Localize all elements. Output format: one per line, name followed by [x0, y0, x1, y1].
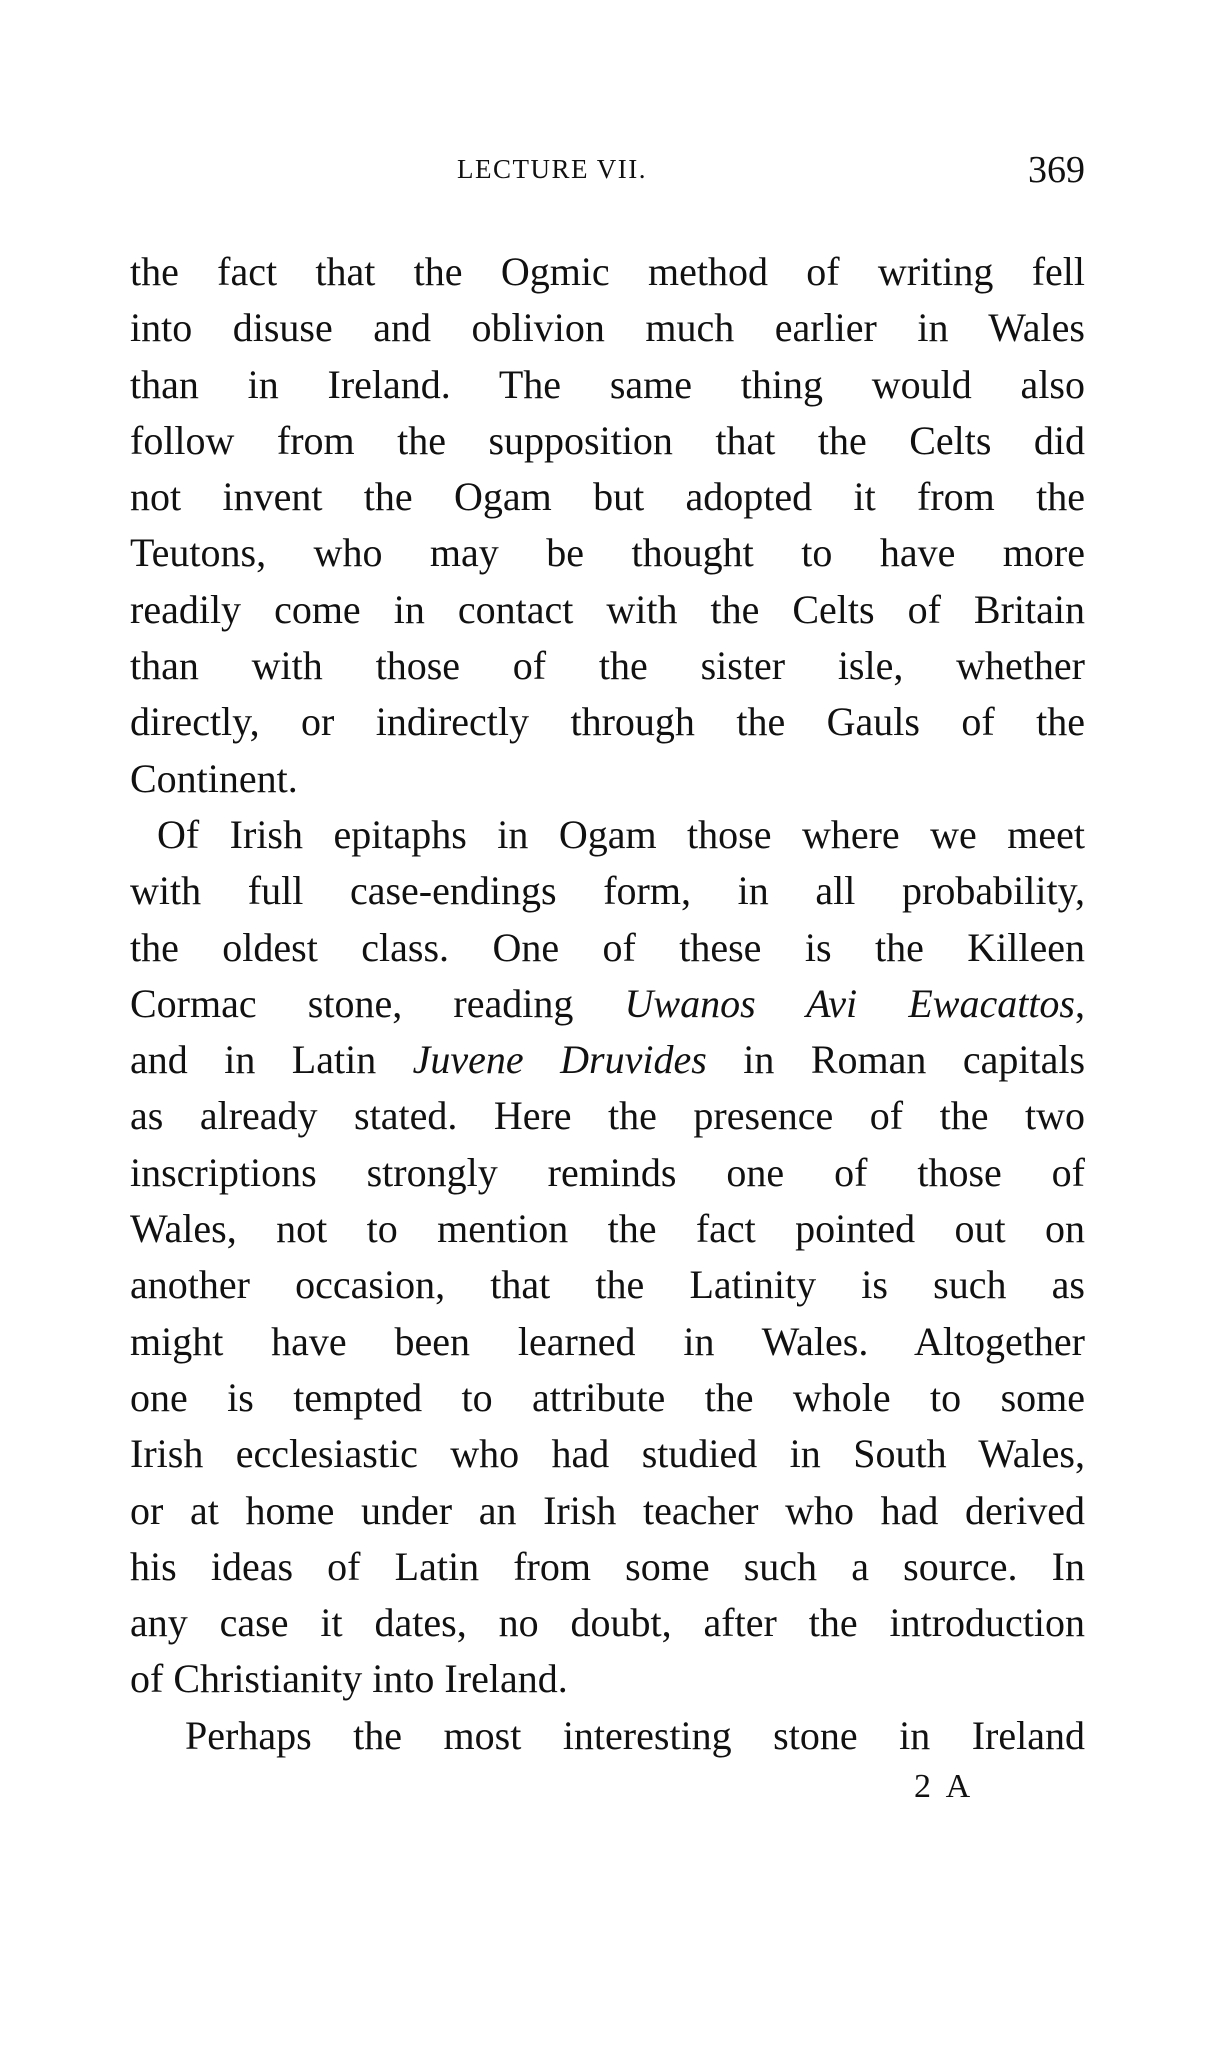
text-segment: ,: [1075, 980, 1085, 1026]
text-segment: readily come in contact with the Celts of Britain: [130, 586, 1085, 632]
text-line: [130, 1370, 1085, 1426]
text-line: [130, 357, 1085, 413]
text-segment: than with those of the sister isle, whether: [130, 643, 1085, 689]
text-line: [130, 807, 1085, 863]
text-line: [130, 244, 1085, 300]
text-line: [130, 1257, 1085, 1313]
text-segment: another occasion, that the Latinity is such as: [130, 1262, 1085, 1308]
text-line: [130, 1145, 1085, 1201]
text-segment: Irish ecclesiastic who had studied in South Wales,: [130, 1431, 1085, 1477]
text-segment: into disuse and oblivion much earlier in Wales: [130, 305, 1085, 351]
text-line: [130, 1708, 1085, 1764]
italic-text: Uwanos Avi Ewacattos: [624, 980, 1075, 1026]
text-segment: might have been learned in Wales. Altogether: [130, 1318, 1085, 1364]
text-line: [130, 751, 1085, 807]
text-segment: Of Irish epitaphs in Ogam those where we meet: [157, 811, 1085, 857]
text-segment: than in Ireland. The same thing would also: [130, 361, 1085, 407]
text-line: [130, 300, 1085, 356]
text-segment: his ideas of Latin from some such a source. In: [130, 1543, 1085, 1589]
text-line: [130, 1651, 1085, 1707]
text-line: [130, 1539, 1085, 1595]
text-line: [130, 1314, 1085, 1370]
text-line: [130, 469, 1085, 525]
text-segment: Perhaps the most interesting stone in Ireland: [185, 1712, 1085, 1758]
text-line: [130, 582, 1085, 638]
text-segment: the oldest class. One of these is the Killeen: [130, 924, 1085, 970]
text-line: [130, 1032, 1085, 1088]
page-number: 369: [1028, 149, 1085, 191]
text-line: [130, 1088, 1085, 1144]
text-line: [130, 694, 1085, 750]
text-segment: Teutons, who may be thought to have more: [130, 530, 1085, 576]
text-segment: Cormac stone, reading: [130, 980, 625, 1026]
text-line: [130, 525, 1085, 581]
text-segment: or at home under an Irish teacher who had derived: [130, 1487, 1085, 1533]
text-line: [130, 920, 1085, 976]
signature-mark: 2 A: [914, 1768, 975, 1805]
page-header: [130, 148, 1085, 194]
text-line: [130, 1595, 1085, 1651]
text-segment: in Roman capitals: [706, 1037, 1086, 1083]
text-segment: not invent the Ogam but adopted it from the: [130, 474, 1085, 520]
text-segment: any case it dates, no doubt, after the introduction: [130, 1600, 1085, 1646]
text-segment: inscriptions strongly reminds one of those of: [130, 1149, 1085, 1195]
running-head: LECTURE VII.: [457, 154, 647, 184]
text-segment: follow from the supposition that the Celts did: [130, 417, 1085, 463]
text-line: [130, 1483, 1085, 1539]
text-segment: with full case-endings form, in all probability,: [130, 868, 1085, 914]
text-segment: as already stated. Here the presence of the two: [130, 1093, 1085, 1139]
body-text: [130, 244, 1085, 1764]
text-segment: and in Latin: [130, 1037, 413, 1083]
text-segment: one is tempted to attribute the whole to some: [130, 1374, 1085, 1420]
text-line: [130, 1426, 1085, 1482]
text-segment: Wales, not to mention the fact pointed out on: [130, 1206, 1085, 1252]
text-segment: of Christianity into Ireland.: [130, 1656, 568, 1702]
text-line: [130, 863, 1085, 919]
text-segment: Continent.: [130, 755, 298, 801]
text-line: [130, 1201, 1085, 1257]
italic-text: Juvene Druvides: [412, 1037, 707, 1083]
text-segment: directly, or indirectly through the Gauls of the: [130, 699, 1085, 745]
text-line: [130, 413, 1085, 469]
text-segment: the fact that the Ogmic method of writing fell: [130, 249, 1085, 294]
text-line: [130, 638, 1085, 694]
text-line: [130, 976, 1085, 1032]
